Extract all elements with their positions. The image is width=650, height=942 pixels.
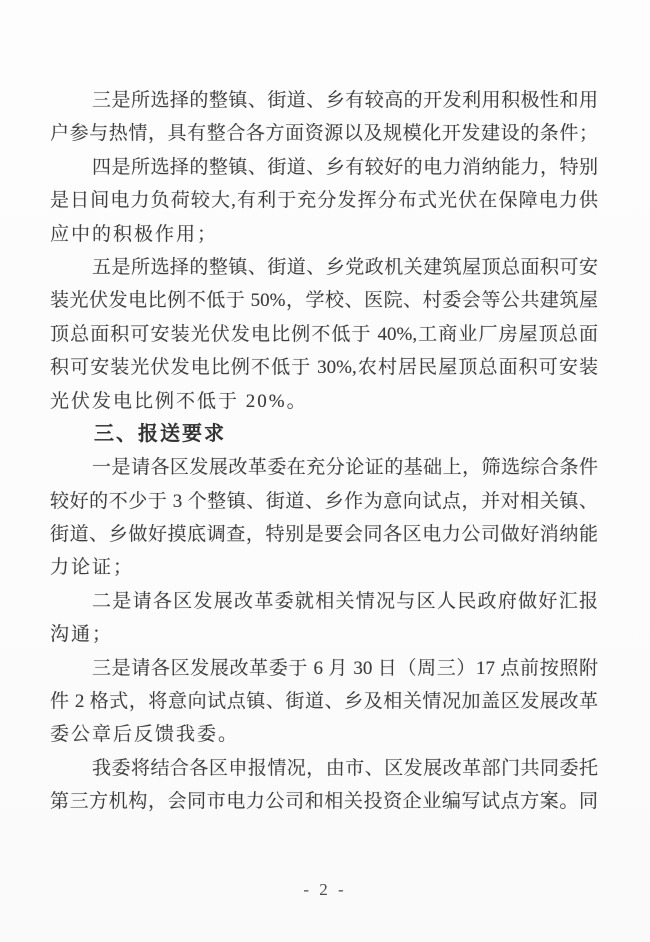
document-line: 装光伏发电比例不低于 50%，学校、医院、村委会等公共建筑屋 <box>50 290 598 312</box>
document-line: 沟通； <box>50 624 114 646</box>
document-line: 件 2 格式，将意向试点镇、街道、乡及相关情况加盖区发展改革 <box>50 691 598 713</box>
document-line: 是日间电力负荷较大,有利于充分发挥分布式光伏在保障电力供 <box>50 190 598 212</box>
document-line: 积可安装光伏发电比例不低于 30%,农村居民屋顶总面积可安装 <box>50 357 598 379</box>
document-line: 二是请各区发展改革委就相关情况与区人民政府做好汇报 <box>92 590 598 612</box>
document-body <box>50 84 598 819</box>
document-line: 三是所选择的整镇、街道、乡有较高的开发利用积极性和用 <box>92 90 598 111</box>
document-line: 顶总面积可安装光伏发电比例不低于 40%,工商业厂房屋顶总面 <box>50 323 598 345</box>
section-heading: 三、报送要求 <box>94 422 226 445</box>
document-line: 户参与热情，具有整合各方面资源以及规模化开发建设的条件； <box>50 123 598 145</box>
document-line: 应中的积极作用； <box>50 223 219 245</box>
document-line: 四是所选择的整镇、街道、乡有较好的电力消纳能力，特别 <box>92 156 598 178</box>
document-line: 光伏发电比例不低于 20%。 <box>50 390 308 412</box>
document-line: 一是请各区发展改革委在充分论证的基础上，筛选综合条件 <box>92 457 598 479</box>
document-line: 五是所选择的整镇、街道、乡党政机关建筑屋顶总面积可安 <box>92 256 598 278</box>
document-line: 街道、乡做好摸底调查，特别是要会同各区电力公司做好消纳能 <box>50 524 598 546</box>
document-line: 第三方机构，会同市电力公司和相关投资企业编写试点方案。同 <box>50 791 598 813</box>
document-line: 三是请各区发展改革委于 6 月 30 日（周三）17 点前按照附 <box>92 657 598 679</box>
document-line: 较好的不少于 3 个整镇、街道、乡作为意向试点，并对相关镇、 <box>50 490 598 512</box>
document-line: 我委将结合各区申报情况，由市、区发展改革部门共同委托 <box>92 757 598 779</box>
document-line: 力论证； <box>50 557 135 579</box>
page-number: - 2 - <box>303 880 347 899</box>
document-line: 委公章后反馈我委。 <box>50 724 240 746</box>
